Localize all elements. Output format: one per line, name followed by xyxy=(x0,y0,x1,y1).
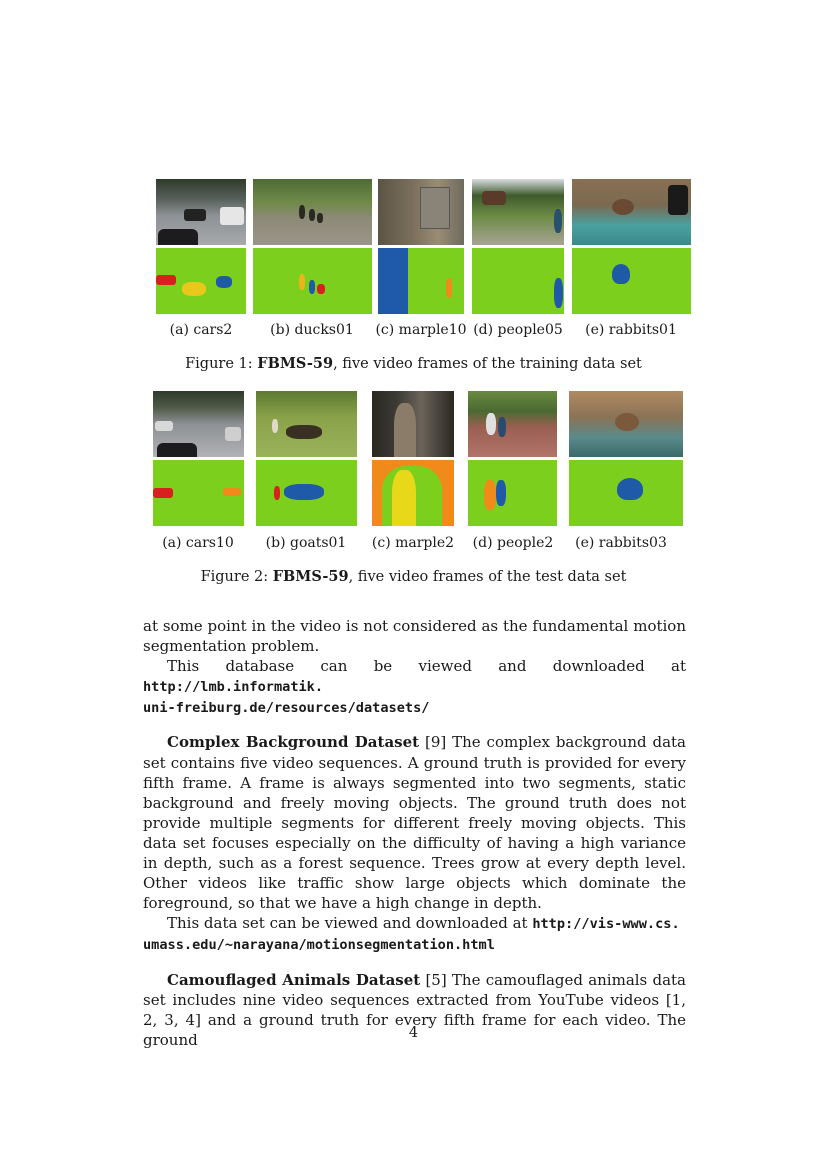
subfigure-caption: (a) cars2 xyxy=(169,322,233,338)
subfigure-caption: (c) marple2 xyxy=(371,535,455,551)
segmentation-mask xyxy=(569,460,683,526)
dataset-url-link[interactable]: http://lmb.informatik. xyxy=(143,679,324,696)
subfigure-cars2 xyxy=(156,179,246,314)
paragraph: Complex Background Dataset [9] The complex background data set contains five video sequences. A ground truth is provided for every fifth frame. A frame is always segmented into two segments, static background and freely moving objects. The ground truth does not provide multiple segments for different freely moving objects. This data set focuses especially on the difficulty of having a high variance in depth, such as a forest sequence. Trees grow at every depth level. Other videos like traffic show large objects which dominate the foreground, so that we have a high change in depth. xyxy=(143,733,686,913)
video-frame xyxy=(256,391,357,457)
subfigure-caption: (b) goats01 xyxy=(265,535,347,551)
subfigure-caption: (d) people05 xyxy=(473,322,563,338)
segmentation-mask xyxy=(472,248,564,314)
subfigure-marple10 xyxy=(378,179,464,314)
dataset-name: FBMS-59 xyxy=(272,568,349,585)
dataset-url-link-continued[interactable]: umass.edu/~narayana/motionsegmentation.html xyxy=(143,937,495,954)
segmentation-mask xyxy=(372,460,454,526)
segmentation-mask xyxy=(378,248,464,314)
subfigure-caption: (e) rabbits01 xyxy=(585,322,677,338)
video-frame xyxy=(153,391,244,457)
video-frame xyxy=(572,179,691,245)
paragraph: Camouflaged Animals Dataset [5] The camouflaged animals data set includes nine video sequences extracted from YouTube videos [1, 2, 3, 4] and a ground truth for every fifth frame for each video. The ground xyxy=(143,970,686,1049)
caption-text: , five video frames of the training data set xyxy=(333,356,642,372)
figure-caption xyxy=(0,568,827,585)
dataset-name: FBMS-59 xyxy=(257,355,334,372)
citation: [5] xyxy=(425,970,447,989)
subfigure-ducks01 xyxy=(253,179,372,314)
segmentation-mask xyxy=(156,248,246,314)
dataset-url-link-continued[interactable]: uni-freiburg.de/resources/datasets/ xyxy=(143,700,430,717)
subfigure-caption: (a) cars10 xyxy=(162,535,234,551)
subfigure-caption: (d) people2 xyxy=(472,535,554,551)
subfigure-caption: (b) ducks01 xyxy=(270,322,354,338)
subfigure-marple2 xyxy=(372,391,454,526)
video-frame xyxy=(372,391,454,457)
video-frame xyxy=(253,179,372,245)
figure-caption xyxy=(0,355,827,372)
segmentation-mask xyxy=(468,460,557,526)
segmentation-mask xyxy=(256,460,357,526)
dataset-heading: Complex Background Dataset xyxy=(167,733,420,752)
subfigure-cars10 xyxy=(153,391,244,526)
caption-text: , five video frames of the test data set xyxy=(348,569,627,585)
paragraph: This data set can be viewed and downloaded at http://vis-www.cs. umass.edu/~narayana/motionsegmentation.html xyxy=(143,914,680,954)
video-frame xyxy=(472,179,564,245)
segmentation-mask xyxy=(153,460,244,526)
video-frame xyxy=(569,391,683,457)
subfigure-caption: (e) rabbits03 xyxy=(575,535,667,551)
dataset-heading: Camouflaged Animals Dataset xyxy=(167,970,421,989)
subfigure-rabbits01 xyxy=(572,179,691,314)
page-number: 4 xyxy=(408,1025,419,1041)
subfigure-people05 xyxy=(472,179,564,314)
subfigure-goats01 xyxy=(256,391,357,526)
subfigure-people2 xyxy=(468,391,557,526)
figure-label: Figure 2: xyxy=(200,569,269,585)
video-frame xyxy=(378,179,464,245)
subfigure-caption: (c) marple10 xyxy=(375,322,467,338)
subfigure-rabbits03 xyxy=(569,391,683,526)
dataset-url-link[interactable]: http://vis-www.cs. xyxy=(532,916,680,933)
citation: [9] xyxy=(424,733,447,752)
segmentation-mask xyxy=(572,248,691,314)
body-text xyxy=(143,616,686,1050)
video-frame xyxy=(156,179,246,245)
figure-label: Figure 1: xyxy=(185,356,253,372)
segmentation-mask xyxy=(253,248,372,314)
paragraph: at some point in the video is not considered as the fundamental motion segmentation problem. xyxy=(143,617,686,656)
paragraph: This database can be viewed and downloaded at http://lmb.informatik. uni-freiburg.de/resources/datasets/ xyxy=(143,657,686,717)
video-frame xyxy=(468,391,557,457)
